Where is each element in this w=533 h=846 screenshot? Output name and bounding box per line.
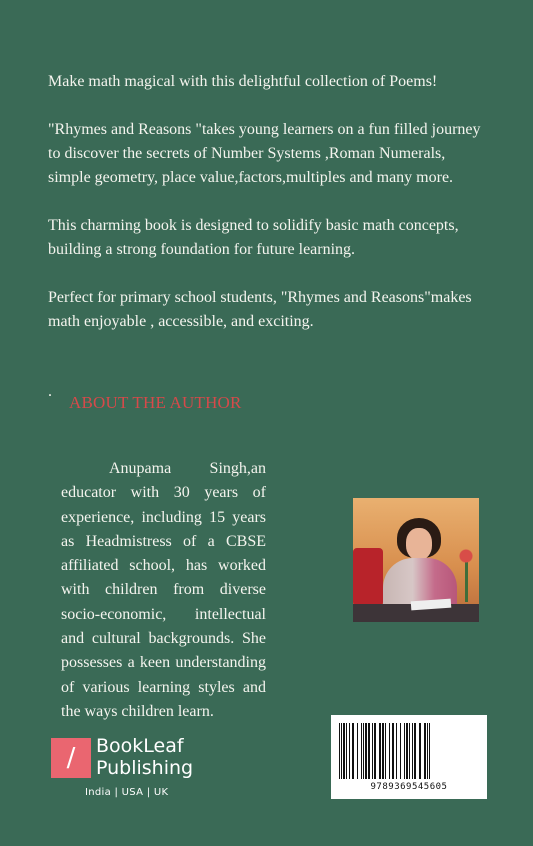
barcode-bar — [343, 723, 345, 779]
barcode-bar — [406, 723, 408, 779]
barcode-bar — [379, 723, 381, 779]
barcode-bar — [396, 723, 397, 779]
photo-chair — [353, 548, 383, 606]
barcode-bar — [427, 723, 428, 779]
publisher-regions: India | USA | UK — [85, 787, 169, 798]
barcode-bar — [346, 723, 347, 779]
barcode-bar — [412, 723, 413, 779]
barcode-bar — [389, 723, 390, 779]
barcode-bar — [368, 723, 370, 779]
stray-dot: . — [48, 383, 52, 400]
barcode-bar — [339, 723, 340, 779]
barcode-bar — [429, 723, 430, 779]
barcode-bar — [357, 723, 358, 779]
barcode-bar — [400, 723, 401, 779]
barcode-bar — [392, 723, 394, 779]
blurb-audience: Perfect for primary school students, "Rhymes and Reasons"makes math enjoyable , accessible, and exciting. — [48, 289, 472, 330]
back-cover-blurb — [48, 70, 488, 334]
author-bio: Anupama Singh,an educator with 30 years of experience, including 15 years as Headmistress of a CBSE affiliated school, has worked with children from diverse socio-economic, intellectual and cultural backgrounds. She possesses a keen understanding of various learning styles and the ways children learn. — [61, 460, 266, 720]
isbn-number: 9789369545605 — [370, 782, 448, 792]
publisher-name — [96, 735, 193, 779]
publisher-logo-icon — [51, 738, 91, 778]
barcode-bar — [363, 723, 364, 779]
barcode-bar — [409, 723, 410, 779]
blurb-intro: Make math magical with this delightful collection of Poems! — [48, 73, 438, 90]
about-author-heading: ABOUT THE AUTHOR — [69, 393, 242, 412]
barcode-bar — [352, 723, 354, 779]
barcode-bars — [331, 715, 487, 781]
publisher-name-line2: Publishing — [96, 757, 194, 779]
barcode-bar — [382, 723, 384, 779]
barcode-bar — [374, 723, 376, 779]
blurb-description: "Rhymes and Reasons "takes young learners on a fun filled journey to discover the secrets of Number Systems ,Roman Numerals, simple geometry, place value,factors,multiples and many more. — [48, 121, 481, 186]
barcode-bar — [361, 723, 362, 779]
barcode-bar — [419, 723, 421, 779]
barcode-bar — [372, 723, 373, 779]
photo-flower — [457, 544, 475, 604]
blurb-purpose: This charming book is designed to solidify basic math concepts, building a strong foundation for future learning. — [48, 217, 459, 258]
barcode-bar — [424, 723, 426, 779]
barcode-bar — [385, 723, 386, 779]
isbn-barcode — [331, 715, 487, 799]
barcode-bar — [414, 723, 416, 779]
author-photo — [353, 498, 479, 622]
barcode-bar — [349, 723, 350, 779]
photo-face — [406, 528, 432, 560]
logo-slash: / — [66, 743, 76, 773]
barcode-bar — [341, 723, 342, 779]
barcode-bar — [404, 723, 405, 779]
publisher-name-line1: BookLeaf — [96, 735, 184, 757]
barcode-bar — [365, 723, 367, 779]
